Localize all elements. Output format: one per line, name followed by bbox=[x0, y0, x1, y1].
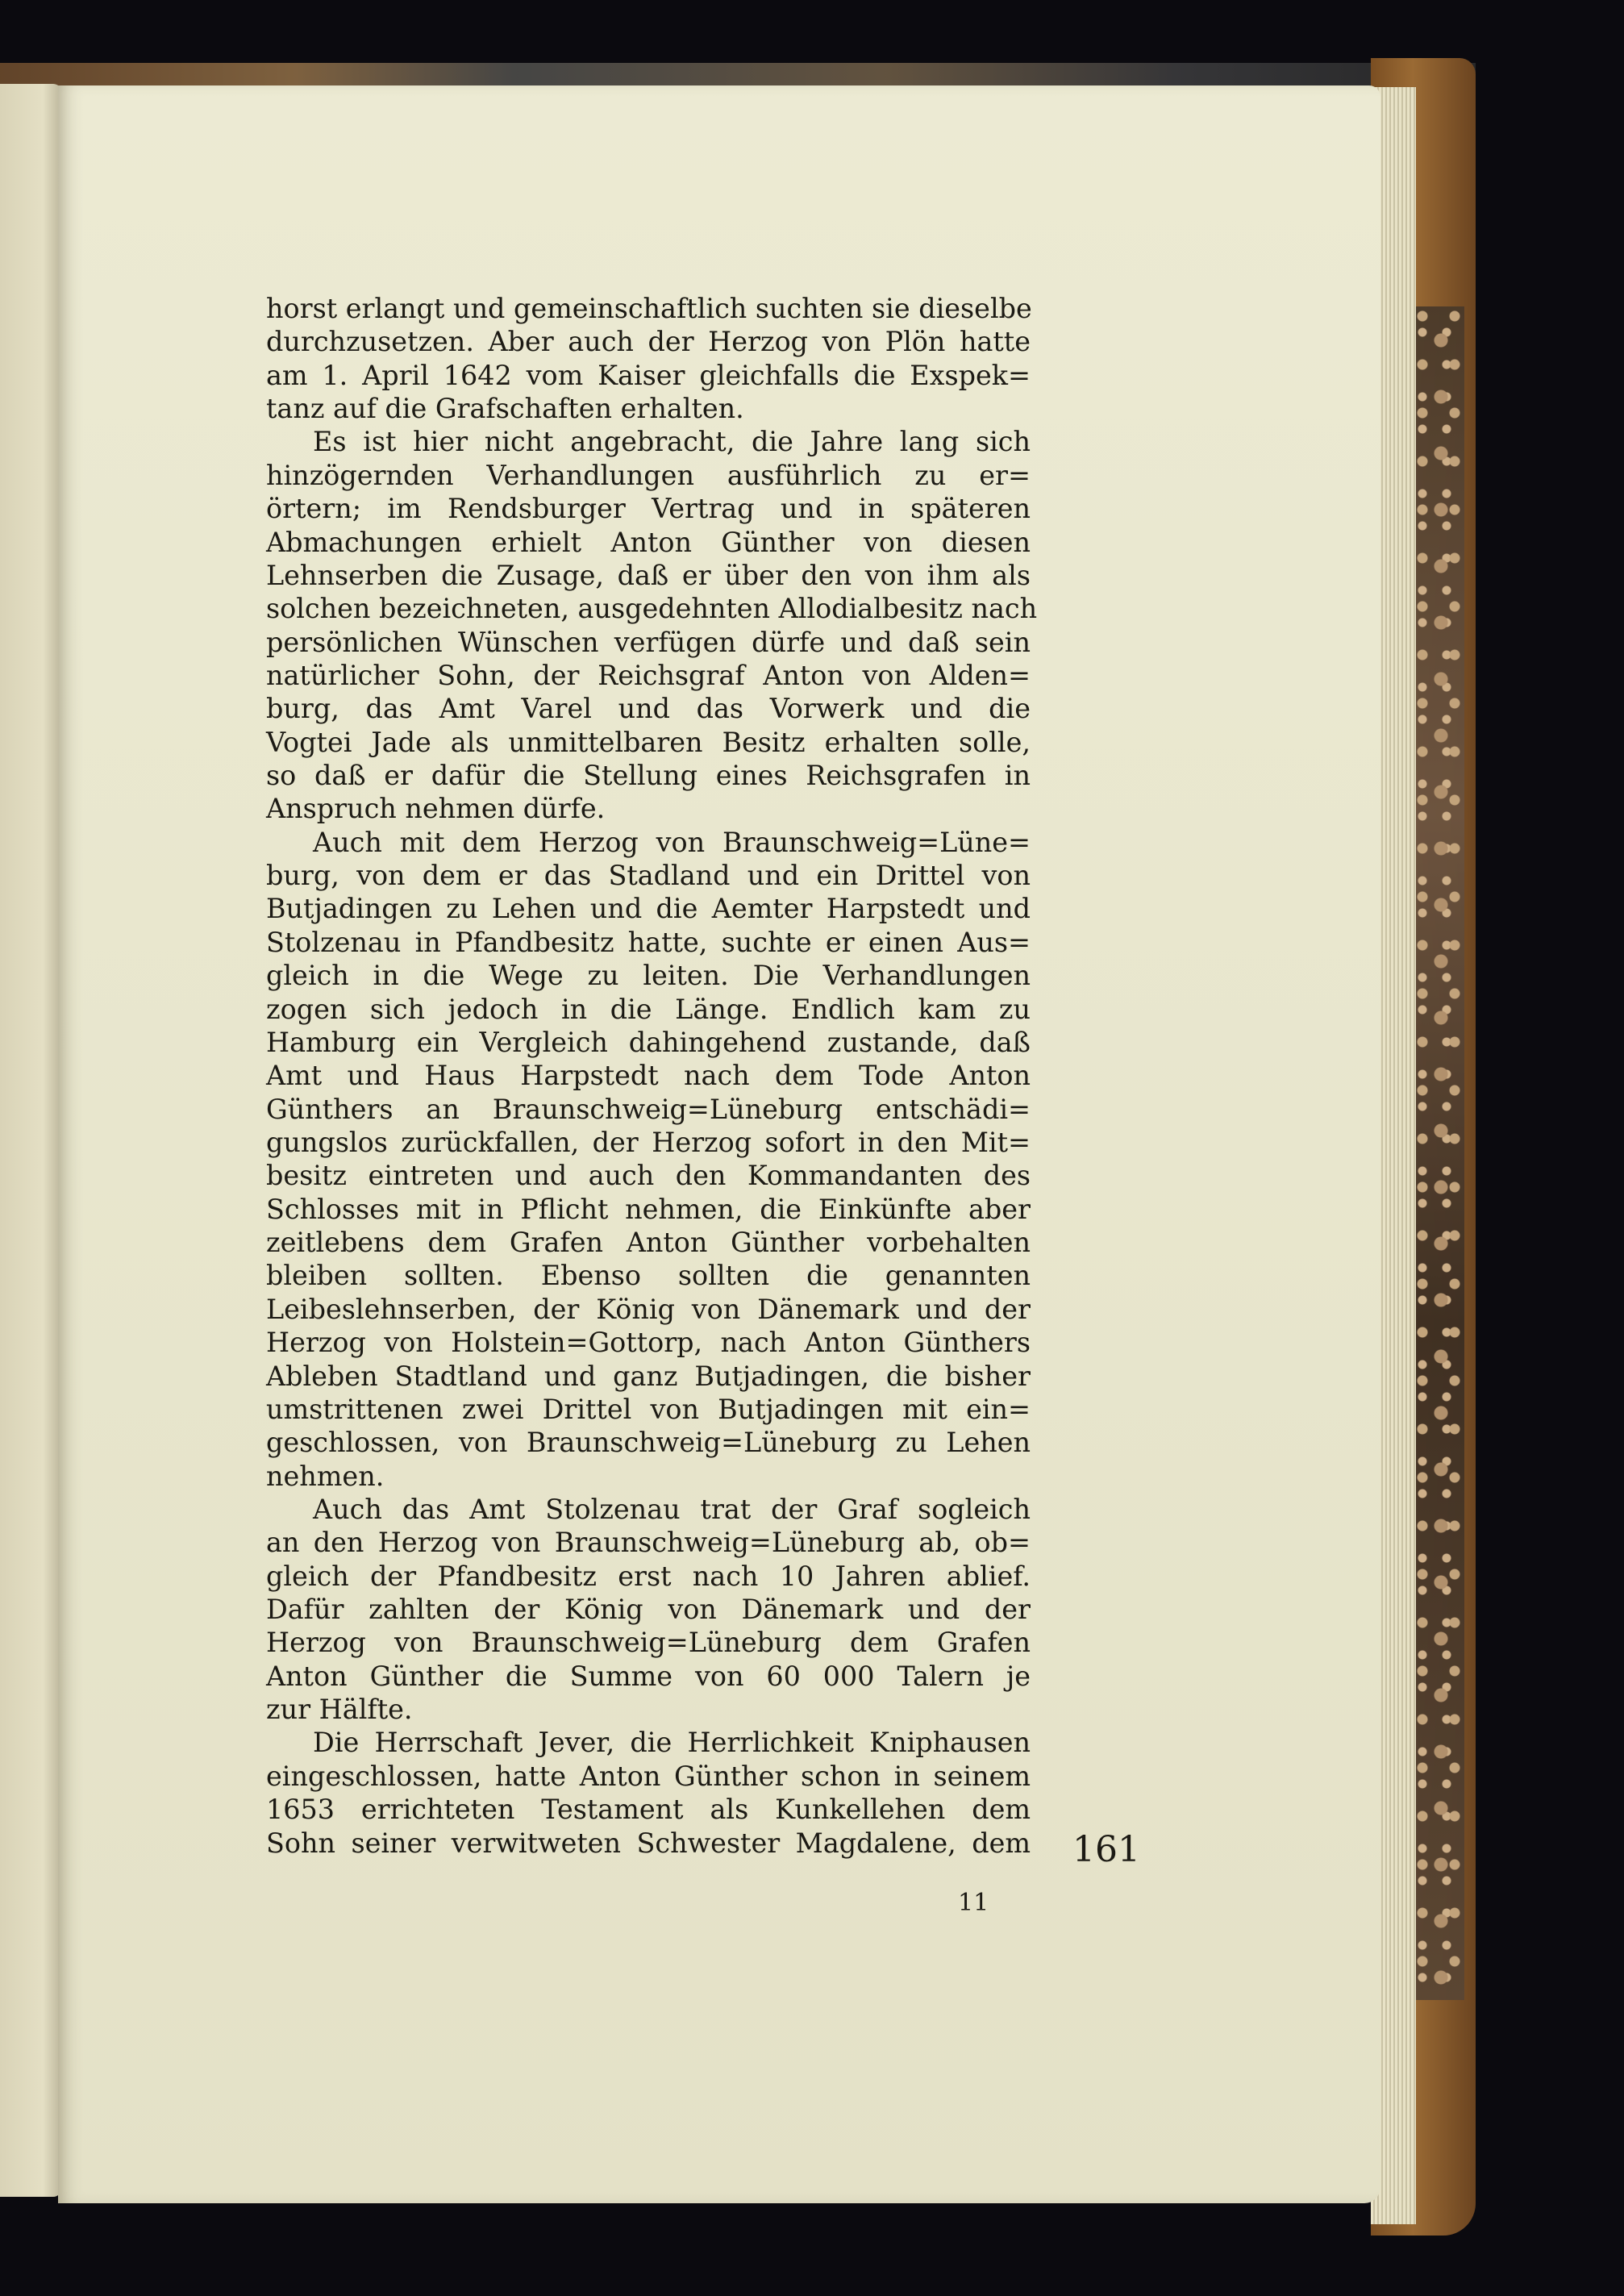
text-line: Es ist hier nicht angebracht, die Jahre lang sich bbox=[313, 426, 1031, 458]
book-top-edge bbox=[0, 63, 1476, 85]
text-line: persönlichen Wünschen verfügen dürfe und daß sein bbox=[266, 626, 1031, 658]
text-line: natürlicher Sohn, der Reichsgraf Anton von Alden= bbox=[266, 659, 1031, 691]
text-line: Vogtei Jade als unmittelbaren Besitz erhalten solle, bbox=[266, 726, 1031, 758]
text-line: Anspruch nehmen dürfe. bbox=[266, 793, 606, 825]
text-line: eingeschlossen, hatte Anton Günther schon in seinem bbox=[266, 1760, 1031, 1792]
text-line: burg, von dem er das Stadland und ein Drittel von bbox=[266, 860, 1031, 892]
text-line: Butjadingen zu Lehen und die Aemter Harpstedt und bbox=[266, 893, 1031, 925]
text-line: Anton Günther die Summe von 60 000 Talern je bbox=[266, 1660, 1031, 1692]
text-line: bleiben sollten. Ebenso sollten die genannten bbox=[266, 1260, 1031, 1292]
text-line: durchzusetzen. Aber auch der Herzog von Plön hatte bbox=[266, 326, 1031, 358]
text-line: Schlosses mit in Pflicht nehmen, die Einkünfte aber bbox=[266, 1193, 1031, 1225]
text-line: horst erlangt und gemeinschaftlich suchten sie dieselbe bbox=[266, 293, 1032, 324]
text-line: Die Herrschaft Jever, die Herrlichkeit Kniphausen bbox=[313, 1727, 1031, 1759]
text-line: zogen sich jedoch in die Länge. Endlich kam zu bbox=[266, 993, 1031, 1025]
text-line: Herzog von Braunschweig=Lüneburg dem Grafen bbox=[266, 1627, 1031, 1659]
text-line: Stolzenau in Pfandbesitz hatte, suchte er einen Aus= bbox=[266, 926, 1031, 958]
text-line: Dafür zahlten der König von Dänemark und der bbox=[266, 1594, 1031, 1626]
text-line: Hamburg ein Vergleich dahingehend zustande, daß bbox=[266, 1026, 1031, 1058]
page-number: 161 bbox=[1072, 1829, 1140, 1870]
text-line: Ableben Stadtland und ganz Butjadingen, die bisher bbox=[266, 1360, 1031, 1392]
text-line: an den Herzog von Braunschweig=Lüneburg ab, ob= bbox=[266, 1527, 1031, 1559]
text-line: solchen bezeichneten, ausgedehnten Allodialbesitz nach bbox=[266, 593, 1038, 625]
text-line: gungslos zurückfallen, der Herzog sofort in den Mit= bbox=[266, 1126, 1031, 1158]
text-line: gleich der Pfandbesitz erst nach 10 Jahren ablief. bbox=[266, 1560, 1031, 1592]
text-line: Günthers an Braunschweig=Lüneburg entschädi= bbox=[266, 1093, 1031, 1125]
text-line: Lehnserben die Zusage, daß er über den von ihm als bbox=[266, 559, 1031, 591]
text-line: Sohn seiner verwitweten Schwester Magdalene, dem bbox=[266, 1827, 1031, 1859]
text-line: Auch mit dem Herzog von Braunschweig=Lüne= bbox=[313, 826, 1031, 858]
left-page-edge bbox=[0, 84, 61, 2197]
text-line: zur Hälfte. bbox=[266, 1694, 413, 1726]
text-line: umstrittenen zwei Drittel von Butjadingen mit ein= bbox=[266, 1393, 1031, 1425]
body-text bbox=[266, 292, 1038, 1860]
text-line: so daß er dafür die Stellung eines Reichsgrafen in bbox=[266, 760, 1031, 792]
text-line: geschlossen, von Braunschweig=Lüneburg zu Lehen bbox=[266, 1427, 1031, 1459]
text-line: örtern; im Rendsburger Vertrag und in späteren bbox=[266, 493, 1031, 525]
text-line: Leibeslehnserben, der König von Dänemark und der bbox=[266, 1293, 1031, 1325]
text-line: hinzögernden Verhandlungen ausführlich zu er= bbox=[266, 459, 1031, 491]
text-line: Auch das Amt Stolzenau trat der Graf sogleich bbox=[313, 1493, 1031, 1525]
text-line: zeitlebens dem Grafen Anton Günther vorbehalten bbox=[266, 1227, 1031, 1259]
text-line: Abmachungen erhielt Anton Günther von diesen bbox=[266, 526, 1031, 558]
text-line: burg, das Amt Varel und das Vorwerk und die bbox=[266, 693, 1031, 725]
text-line: am 1. April 1642 vom Kaiser gleichfalls die Exspek= bbox=[266, 359, 1031, 391]
marbled-cover bbox=[1413, 306, 1464, 2000]
text-line: tanz auf die Grafschaften erhalten. bbox=[266, 393, 744, 425]
text-line: besitz eintreten und auch den Kommandanten des bbox=[266, 1160, 1031, 1192]
text-line: gleich in die Wege zu leiten. Die Verhandlungen bbox=[266, 960, 1031, 992]
text-line: 1653 errichteten Testament als Kunkellehen dem bbox=[266, 1794, 1031, 1826]
text-line: Amt und Haus Harpstedt nach dem Tode Anton bbox=[266, 1060, 1031, 1092]
text-line: Herzog von Holstein=Gottorp, nach Anton Günthers bbox=[266, 1327, 1031, 1359]
text-line: nehmen. bbox=[266, 1460, 385, 1492]
signature-mark: 11 bbox=[958, 1889, 989, 1917]
